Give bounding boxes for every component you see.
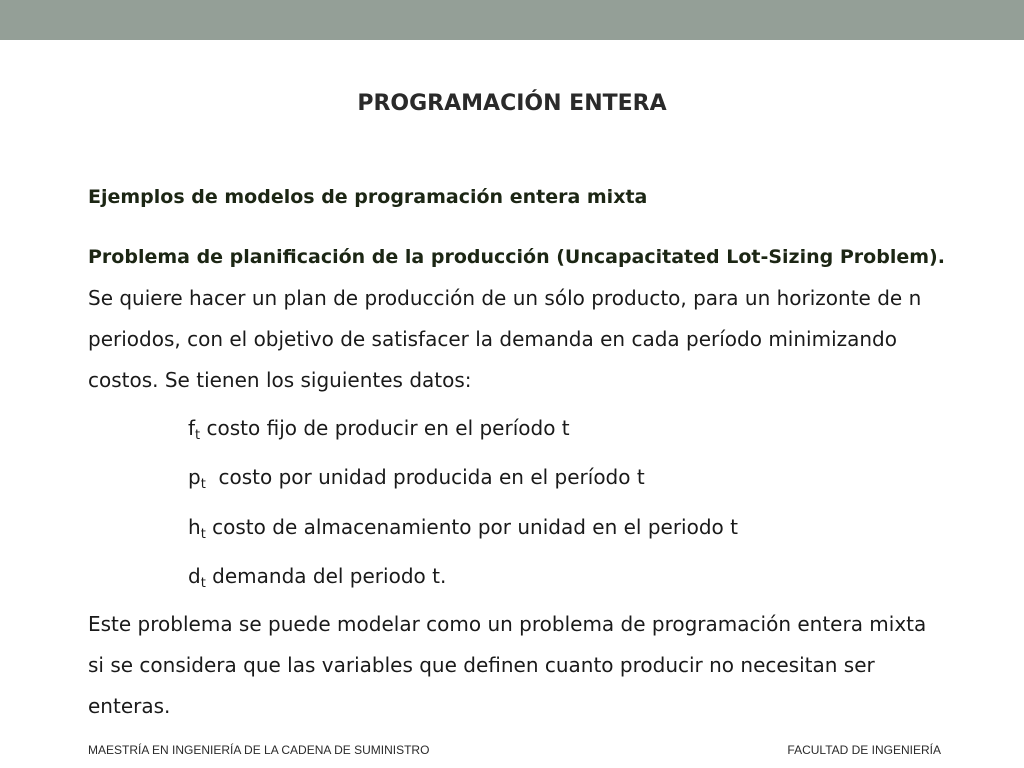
section-subtitle: Ejemplos de modelos de programación entera mixta xyxy=(88,186,648,208)
definition-symbol: p xyxy=(188,465,201,489)
footer-faculty: FACULTAD DE INGENIERÍA xyxy=(787,743,941,757)
definition-subscript: t xyxy=(195,428,201,443)
definition-item xyxy=(188,515,738,542)
definition-item xyxy=(188,465,645,492)
definition-subscript: t xyxy=(200,477,206,492)
conclusion-paragraph: Este problema se puede modelar como un problema de programación entera mixta si se considera que las variables que definen cuanto producir no necesitan ser enteras. xyxy=(88,612,927,718)
definition-item xyxy=(188,416,570,443)
header-bar xyxy=(0,0,1024,40)
definition-subscript: t xyxy=(200,576,206,591)
definition-text: costo de almacenamiento por unidad en el periodo t xyxy=(205,515,738,539)
definition-symbol: d xyxy=(188,564,201,588)
definition-symbol: f xyxy=(188,416,196,440)
definition-symbol: h xyxy=(188,515,201,539)
definition-text: costo fijo de producir en el período t xyxy=(200,416,570,440)
slide-title: PROGRAMACIÓN ENTERA xyxy=(357,91,667,116)
definition-text: costo por unidad producida en el período t xyxy=(205,465,645,489)
definition-item xyxy=(188,564,446,591)
problem-paragraph xyxy=(88,236,948,401)
problem-text: Se quiere hacer un plan de producción de un sólo producto, para un horizonte de n periodos, con el objetivo de satisfacer la demanda en cada período minimizando costos. Se tienen los siguientes datos: xyxy=(88,286,922,392)
definition-subscript: t xyxy=(200,527,206,542)
definition-text: demanda del periodo t. xyxy=(205,564,447,588)
footer-program: MAESTRÍA EN INGENIERÍA DE LA CADENA DE SUMINISTRO xyxy=(88,743,430,757)
problem-title: Problema de planificación de la producción (Uncapacitated Lot-Sizing Problem). xyxy=(88,246,945,268)
